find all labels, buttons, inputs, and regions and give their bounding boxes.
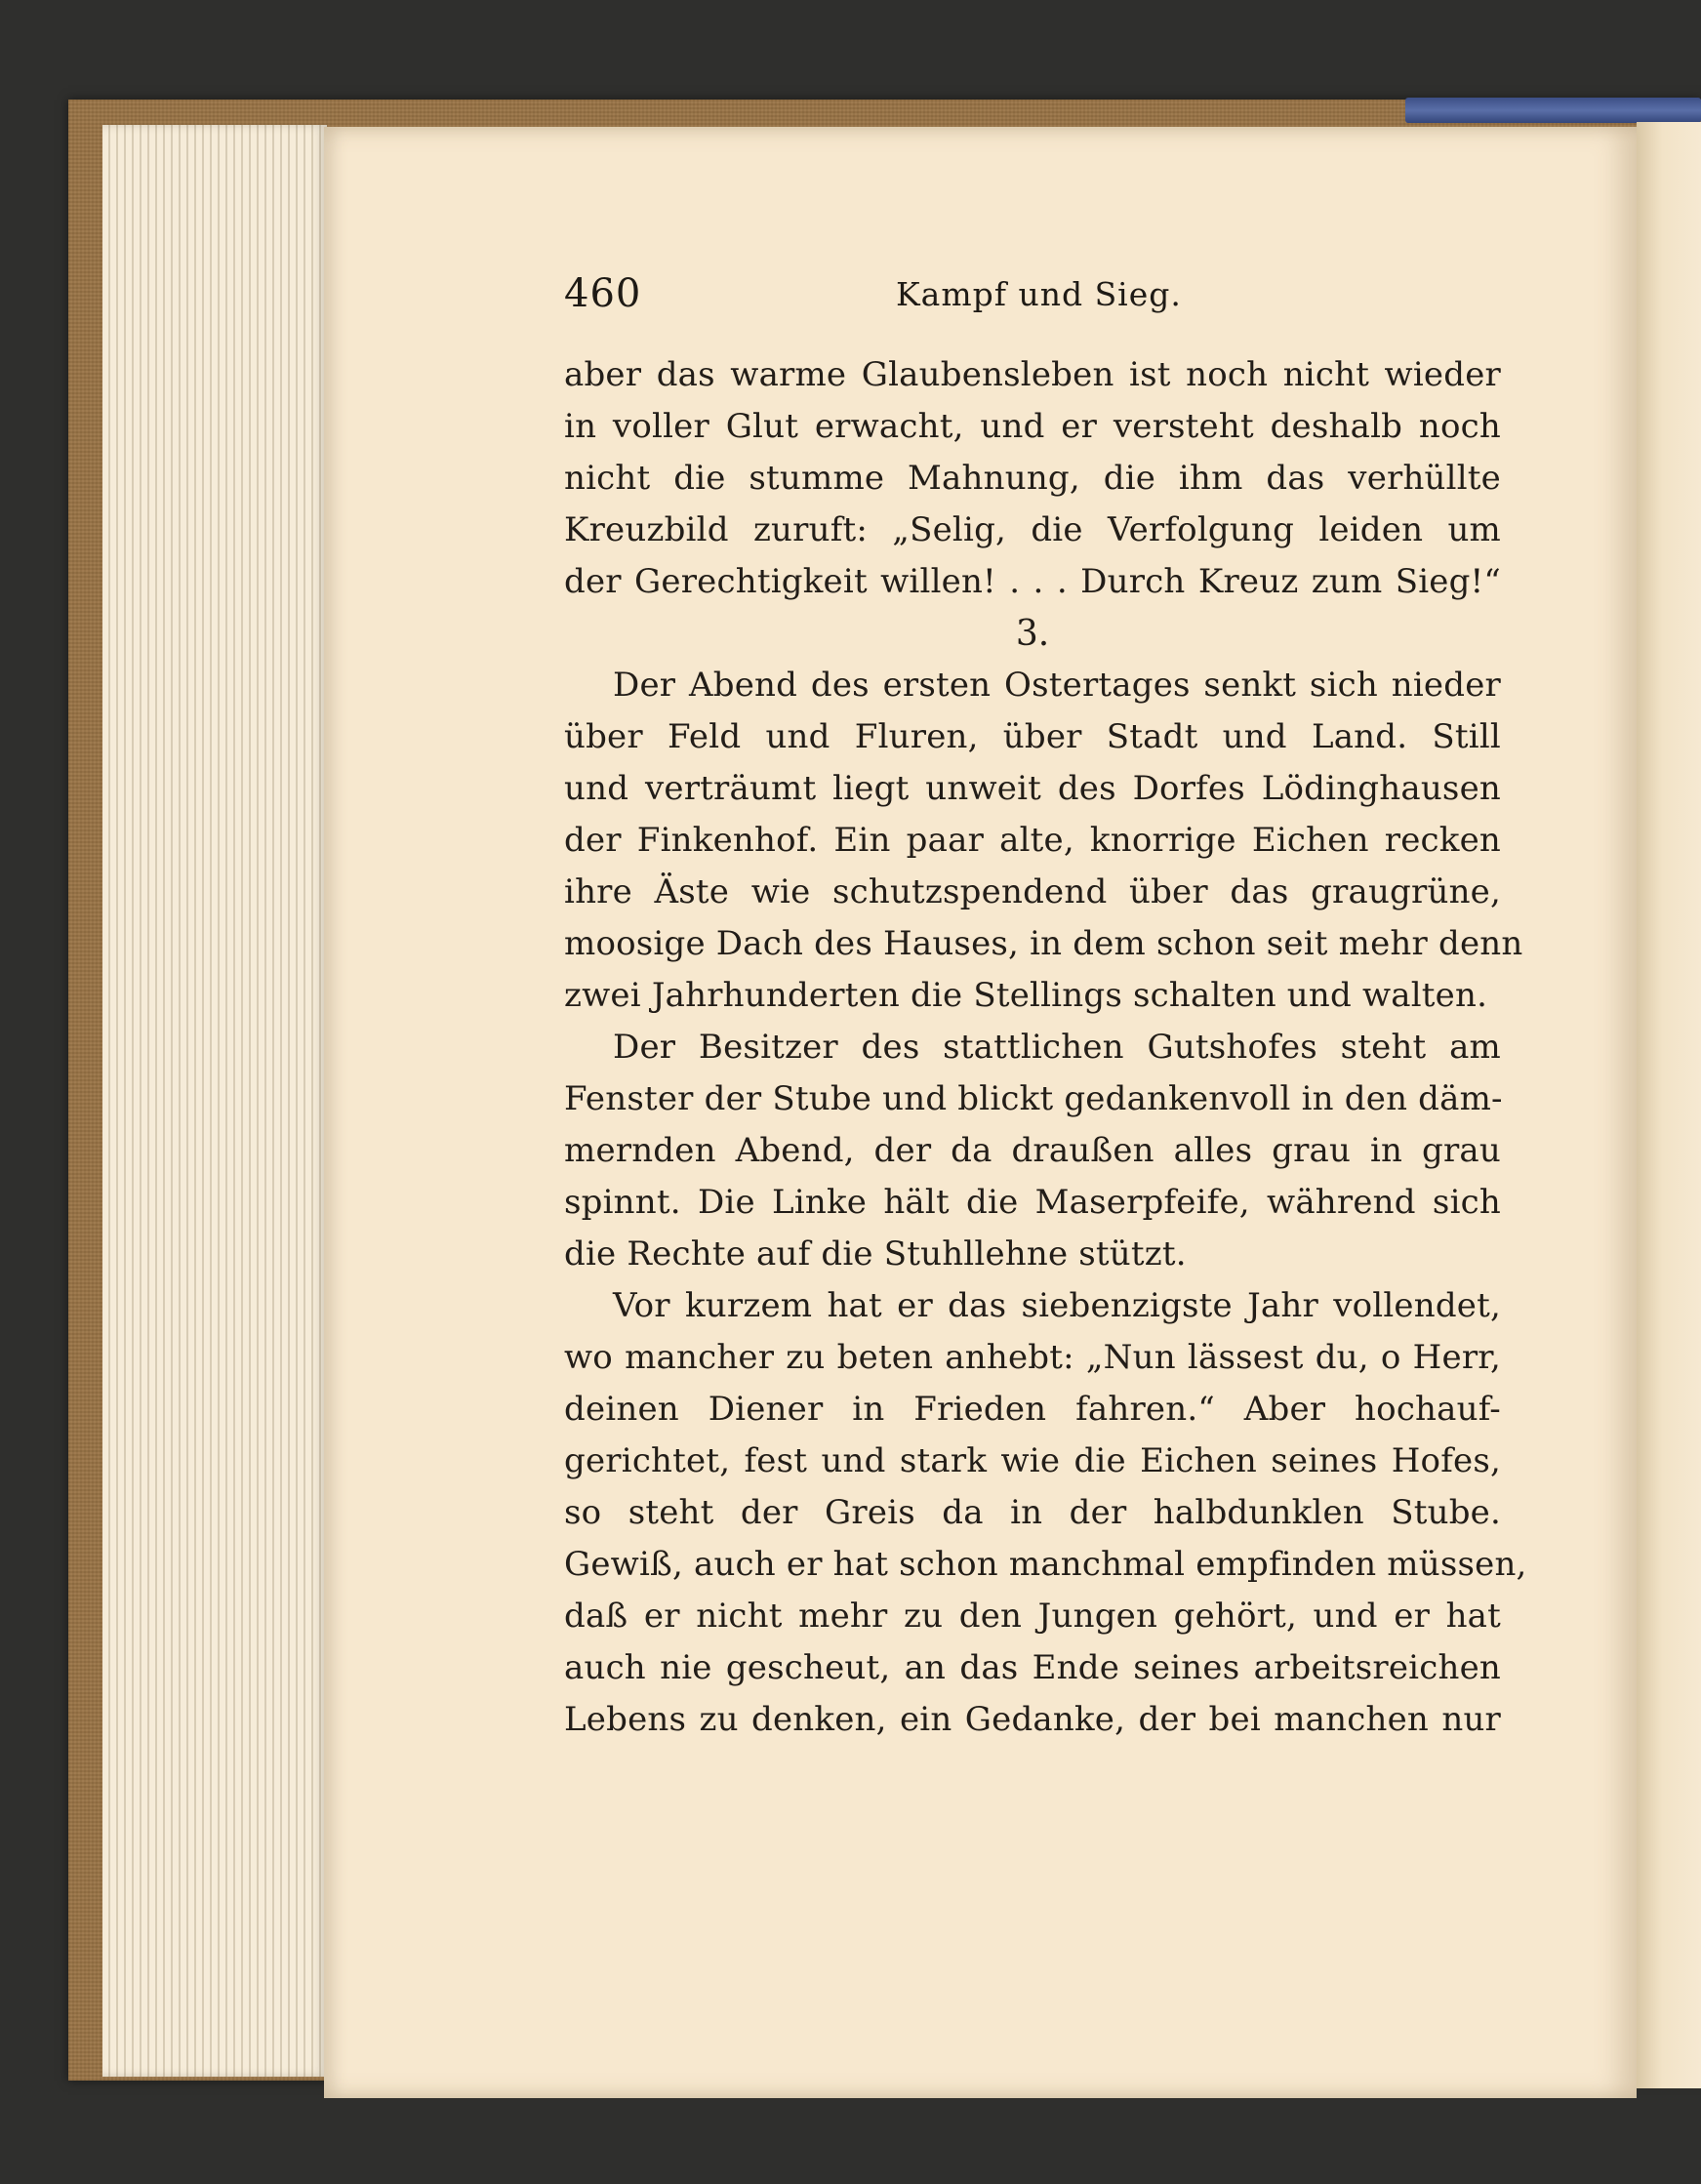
- text-line: Lebens zu denken, ein Gedanke, der bei manchen nur: [564, 1700, 1501, 1739]
- text-line: Vor kurzem hat er das siebenzigste Jahr vollendet,: [613, 1286, 1501, 1325]
- text-line: daß er nicht mehr zu den Jungen gehört, und er hat: [564, 1597, 1501, 1636]
- text-line: auch nie gescheut, an das Ende seines arbeitsreichen: [564, 1648, 1501, 1687]
- text-line: der Gerechtigkeit willen! . . . Durch Kreuz zum Sieg!“: [564, 562, 1501, 601]
- text-line: die Rechte auf die Stuhllehne stützt.: [564, 1234, 1187, 1274]
- text-line: wo mancher zu beten anhebt: „Nun lässest du, o Herr,: [564, 1338, 1501, 1377]
- text-line: deinen Diener in Frieden fahren.“ Aber hochauf-: [564, 1390, 1501, 1429]
- text-line: ihre Äste wie schutzspendend über das graugrüne,: [564, 872, 1501, 911]
- text-line: der Finkenhof. Ein paar alte, knorrige Eichen recken: [564, 821, 1501, 860]
- text-line: mernden Abend, der da draußen alles grau in grau: [564, 1131, 1501, 1170]
- text-line: und verträumt liegt unweit des Dorfes Lödinghausen: [564, 769, 1501, 808]
- text-line: nicht die stumme Mahnung, die ihm das verhüllte: [564, 459, 1501, 498]
- text-line: Kreuzbild zuruft: „Selig, die Verfolgung leiden um: [564, 510, 1501, 549]
- text-line: so steht der Greis da in der halbdunklen Stube.: [564, 1493, 1501, 1532]
- text-line: über Feld und Fluren, über Stadt und Land. Still: [564, 717, 1501, 756]
- section-number: 3.: [1015, 614, 1050, 654]
- text-line: Gewiß, auch er hat schon manchmal empfinden müssen,: [564, 1545, 1527, 1584]
- text-line: spinnt. Die Linke hält die Maserpfeife, während sich: [564, 1183, 1501, 1222]
- text-line: aber das warme Glaubensleben ist noch nicht wieder: [564, 355, 1501, 394]
- text-line: Fenster der Stube und blickt gedankenvoll in den däm-: [564, 1079, 1503, 1118]
- text-line: Der Besitzer des stattlichen Gutshofes steht am: [613, 1028, 1501, 1067]
- page-header: [564, 263, 1501, 322]
- running-head: Kampf und Sieg.: [896, 275, 1182, 313]
- text-line: moosige Dach des Hauses, in dem schon seit mehr denn: [564, 924, 1523, 963]
- page-edges: [102, 125, 327, 2077]
- body-text: [564, 349, 1527, 1746]
- text-line: in voller Glut erwacht, und er versteht deshalb noch: [564, 407, 1501, 446]
- text-line: Der Abend des ersten Ostertages senkt sich nieder: [613, 666, 1501, 705]
- book-headband: [1405, 98, 1701, 123]
- page-number: 460: [564, 271, 642, 316]
- facing-page-edge: [1637, 122, 1701, 2088]
- text-line: zwei Jahrhunderten die Stellings schalten und walten.: [564, 976, 1488, 1015]
- text-line: gerichtet, fest und stark wie die Eichen seines Hofes,: [564, 1441, 1501, 1480]
